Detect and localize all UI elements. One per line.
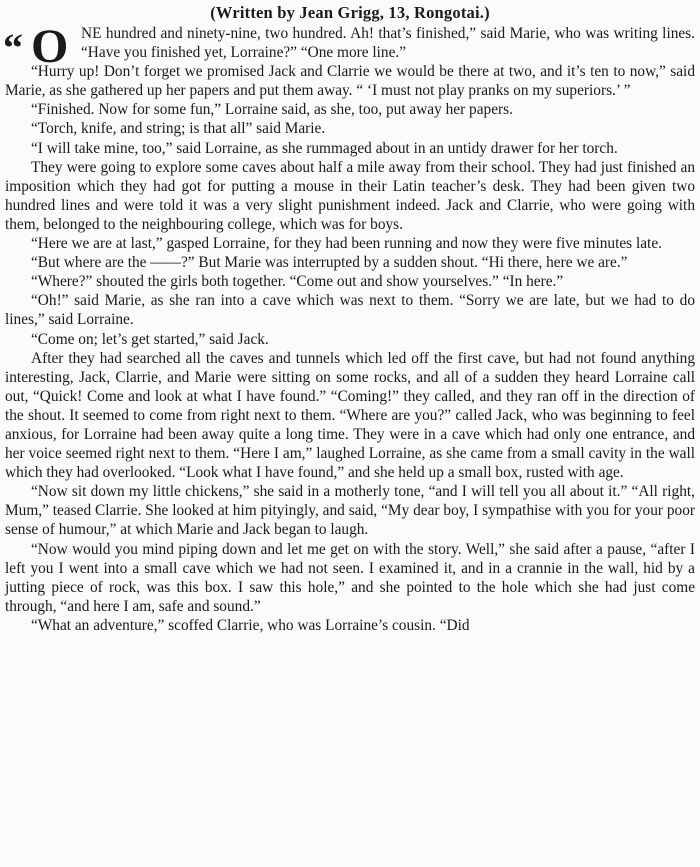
drop-cap-letter: O bbox=[31, 20, 69, 73]
paragraph: “I will take mine, too,” said Lorraine, as she rummaged about in an untidy drawer for her torch. bbox=[31, 139, 618, 157]
paragraph: “Now sit down my little chickens,” she said in a motherly tone, “and I will tell you all about it.” “All right, Mum,” teased Clarrie. She looked at him pityingly, and said, “My dear boy, I sympathise with you for your poor sense of humour,” at which Marie and Jack began to laugh. bbox=[5, 483, 695, 539]
paragraph: “Finished. Now for some fun,” Lorraine said, as she, too, put away her papers. bbox=[31, 101, 513, 119]
paragraph-cutoff: “What an adventure,” scoffed Clarrie, who was Lorraine’s cousin. “Did bbox=[31, 616, 470, 634]
paragraph-opening bbox=[3, 20, 695, 73]
byline: (Written by Jean Grigg, 13, Rongotai.) bbox=[210, 3, 490, 22]
paragraph: “But where are the ——?” But Marie was interrupted by a sudden shout. “Hi there, here we are.” bbox=[31, 254, 628, 272]
paragraph: After they had searched all the caves and tunnels which led off the first cave, but had not found anything interesting, Jack, Clarrie, and Marie were sitting on some rocks, and all of a sudden they heard Lorraine call out, “Quick! Come and look at what I have found.” “Coming!” they called, and they ran off in the direction of the shout. It seemed to come from right next to them. “Where are you?” called Jack, who was beginning to feel anxious, for Lorraine had been away quite a long time. They were in a cave which had only one entrance, and her voice seemed right next to them. “Here I am,” laughed Lorraine, as she came from a small cavity in the wall which they had overlooked. “Look what I have found,” and she held up a small box, rusted with age. bbox=[5, 349, 695, 482]
paragraph: “Oh!” said Marie, as she ran into a cave which was next to them. “Sorry we are late, but we had to do lines,” said Lorraine. bbox=[5, 292, 695, 329]
paragraph: “Hurry up! Don’t forget we promised Jack and Clarrie we would be there at two, and it’s ten to now,” said Marie, as she gathered up her papers and put them away. “ ‘I must not play pranks on my superiors.’ ” bbox=[5, 63, 695, 100]
paragraph: “Here we are at last,” gasped Lorraine, for they had been running and now they were five minutes late. bbox=[31, 235, 662, 253]
paragraph: “Come on; let’s get started,” said Jack. bbox=[31, 330, 269, 348]
paragraph-text: NE hundred and ninety-nine, two hundred. Ah! that’s finished,” said Marie, who was writing lines. “Have you finished yet, Lorraine?” “One more line.” bbox=[81, 25, 695, 62]
story-body bbox=[3, 20, 695, 635]
paragraph: “Now would you mind piping down and let me get on with the story. Well,” she said after a pause, “after I left you I went into a small cave which we had not seen. I examined it, and in a crannie in the wall, hid by a jutting piece of rock, was this box. I saw this hole,” and she pointed to the hole which she had just come through, “and here I am, safe and sound.” bbox=[5, 540, 695, 615]
paragraph: They were going to explore some caves about half a mile away from their school. They had just finished an imposition which they had got for putting a mouse in their Latin teacher’s desk. They had been given two hundred lines and were told it was a very slight punishment indeed. Jack and Clarrie, who were going with them, belonged to the neighbouring college, which was for boys. bbox=[5, 158, 695, 233]
drop-cap-quote: “ bbox=[3, 25, 19, 70]
paragraph: “Torch, knife, and string; is that all” said Marie. bbox=[31, 120, 326, 138]
drop-cap bbox=[3, 20, 77, 73]
paragraph: “Where?” shouted the girls both together. “Come out and show yourselves.” “In here.” bbox=[31, 273, 564, 291]
